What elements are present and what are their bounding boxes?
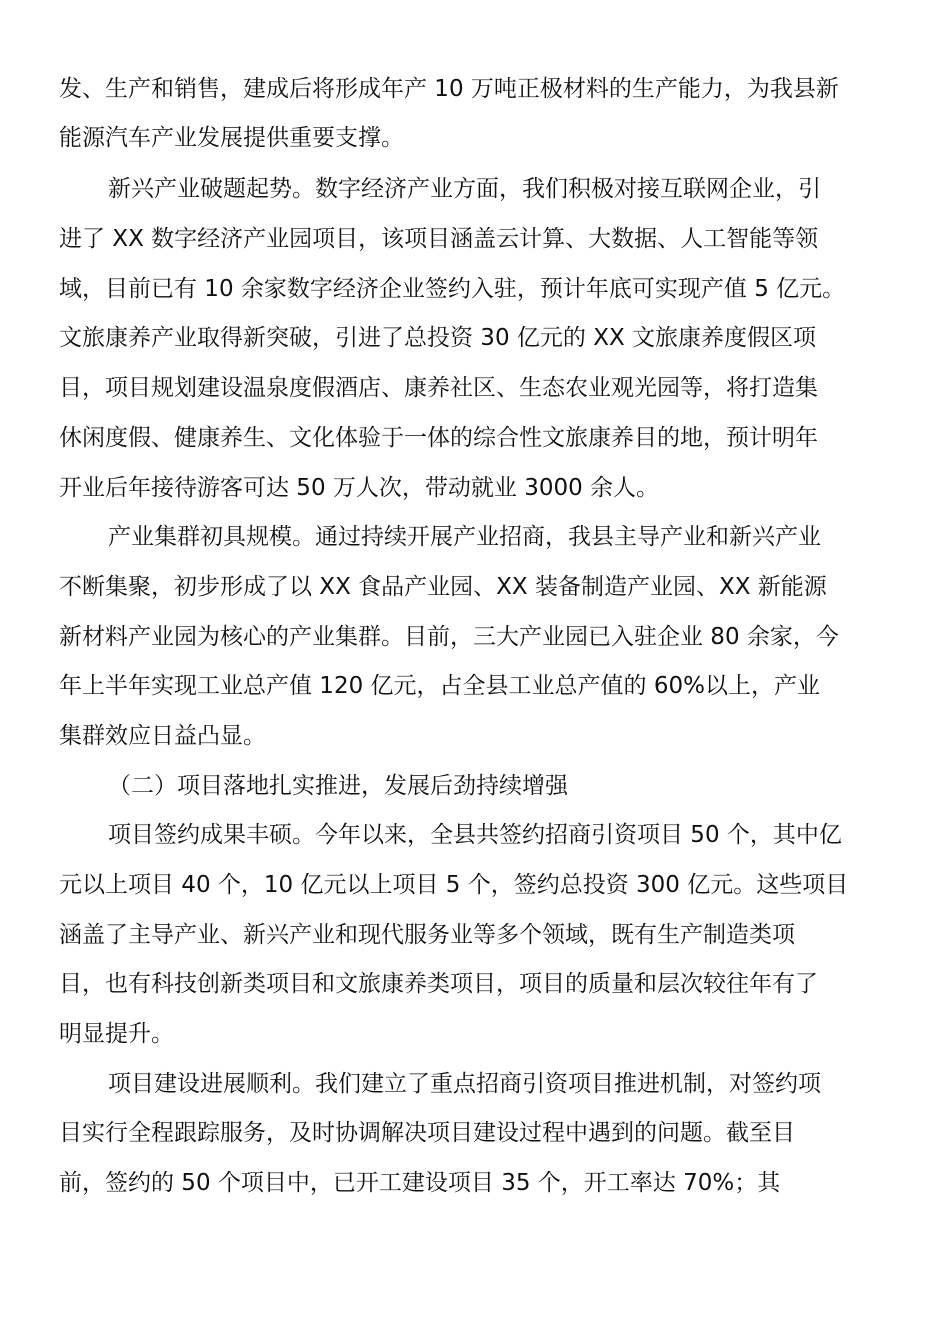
text-line: 不断集聚，初步形成了以 XX 食品产业园、XX 装备制造产业园、XX 新能源 bbox=[59, 574, 827, 600]
text-line: 新材料产业园为核心的产业集群。目前，三大产业园已入驻企业 80 余家，今 bbox=[59, 624, 839, 650]
text-line: 发、生产和销售，建成后将形成年产 10 万吨正极材料的生产能力，为我县新 bbox=[59, 76, 839, 102]
text-line: 明显提升。 bbox=[59, 1021, 174, 1047]
paragraph-start: 项目建设进展顺利。我们建立了重点招商引资项目推进机制，对签约项 bbox=[108, 1071, 821, 1097]
text-line: 涵盖了主导产业、新兴产业和现代服务业等多个领域，既有生产制造类项 bbox=[59, 922, 795, 948]
text-line: 能源汽车产业发展提供重要支撑。 bbox=[59, 125, 404, 151]
text-line: 进了 XX 数字经济产业园项目，该项目涵盖云计算、大数据、人工智能等领 bbox=[59, 226, 819, 252]
text-line: 年上半年实现工业总产值 120 亿元，占全县工业总产值的 60%以上，产业 bbox=[59, 673, 820, 699]
text-line: 开业后年接待游客可达 50 万人次，带动就业 3000 余人。 bbox=[59, 475, 660, 501]
text-line: 前，签约的 50 个项目中，已开工建设项目 35 个，开工率达 70%；其 bbox=[59, 1170, 781, 1196]
text-line: 休闲度假、健康养生、文化体验于一体的综合性文旅康养目的地，预计明年 bbox=[59, 425, 818, 451]
text-line: 目，也有科技创新类项目和文旅康养类项目，项目的质量和层次较往年有了 bbox=[59, 971, 818, 997]
text-line: 目，项目规划建设温泉度假酒店、康养社区、生态农业观光园等，将打造集 bbox=[59, 375, 818, 401]
text-line: 集群效应日益凸显。 bbox=[59, 723, 266, 749]
text-line: 文旅康养产业取得新突破，引进了总投资 30 亿元的 XX 文旅康养度假区项 bbox=[59, 325, 817, 351]
text-line: 元以上项目 40 个，10 亿元以上项目 5 个，签约总投资 300 亿元。这些项目 bbox=[59, 872, 849, 898]
text-line: 目实行全程跟踪服务，及时协调解决项目建设过程中遇到的问题。截至目 bbox=[59, 1120, 795, 1146]
paragraph-start: 产业集群初具规模。通过持续开展产业招商，我县主导产业和新兴产业 bbox=[108, 524, 821, 550]
paragraph-start: 项目签约成果丰硕。今年以来，全县共签约招商引资项目 50 个，其中亿 bbox=[108, 822, 842, 848]
section-heading: （二）项目落地扎实推进，发展后劲持续增强 bbox=[108, 773, 568, 799]
text-line: 域，目前已有 10 余家数字经济企业签约入驻，预计年底可实现产值 5 亿元。 bbox=[59, 276, 846, 302]
paragraph-start: 新兴产业破题起势。数字经济产业方面，我们积极对接互联网企业，引 bbox=[108, 176, 821, 202]
